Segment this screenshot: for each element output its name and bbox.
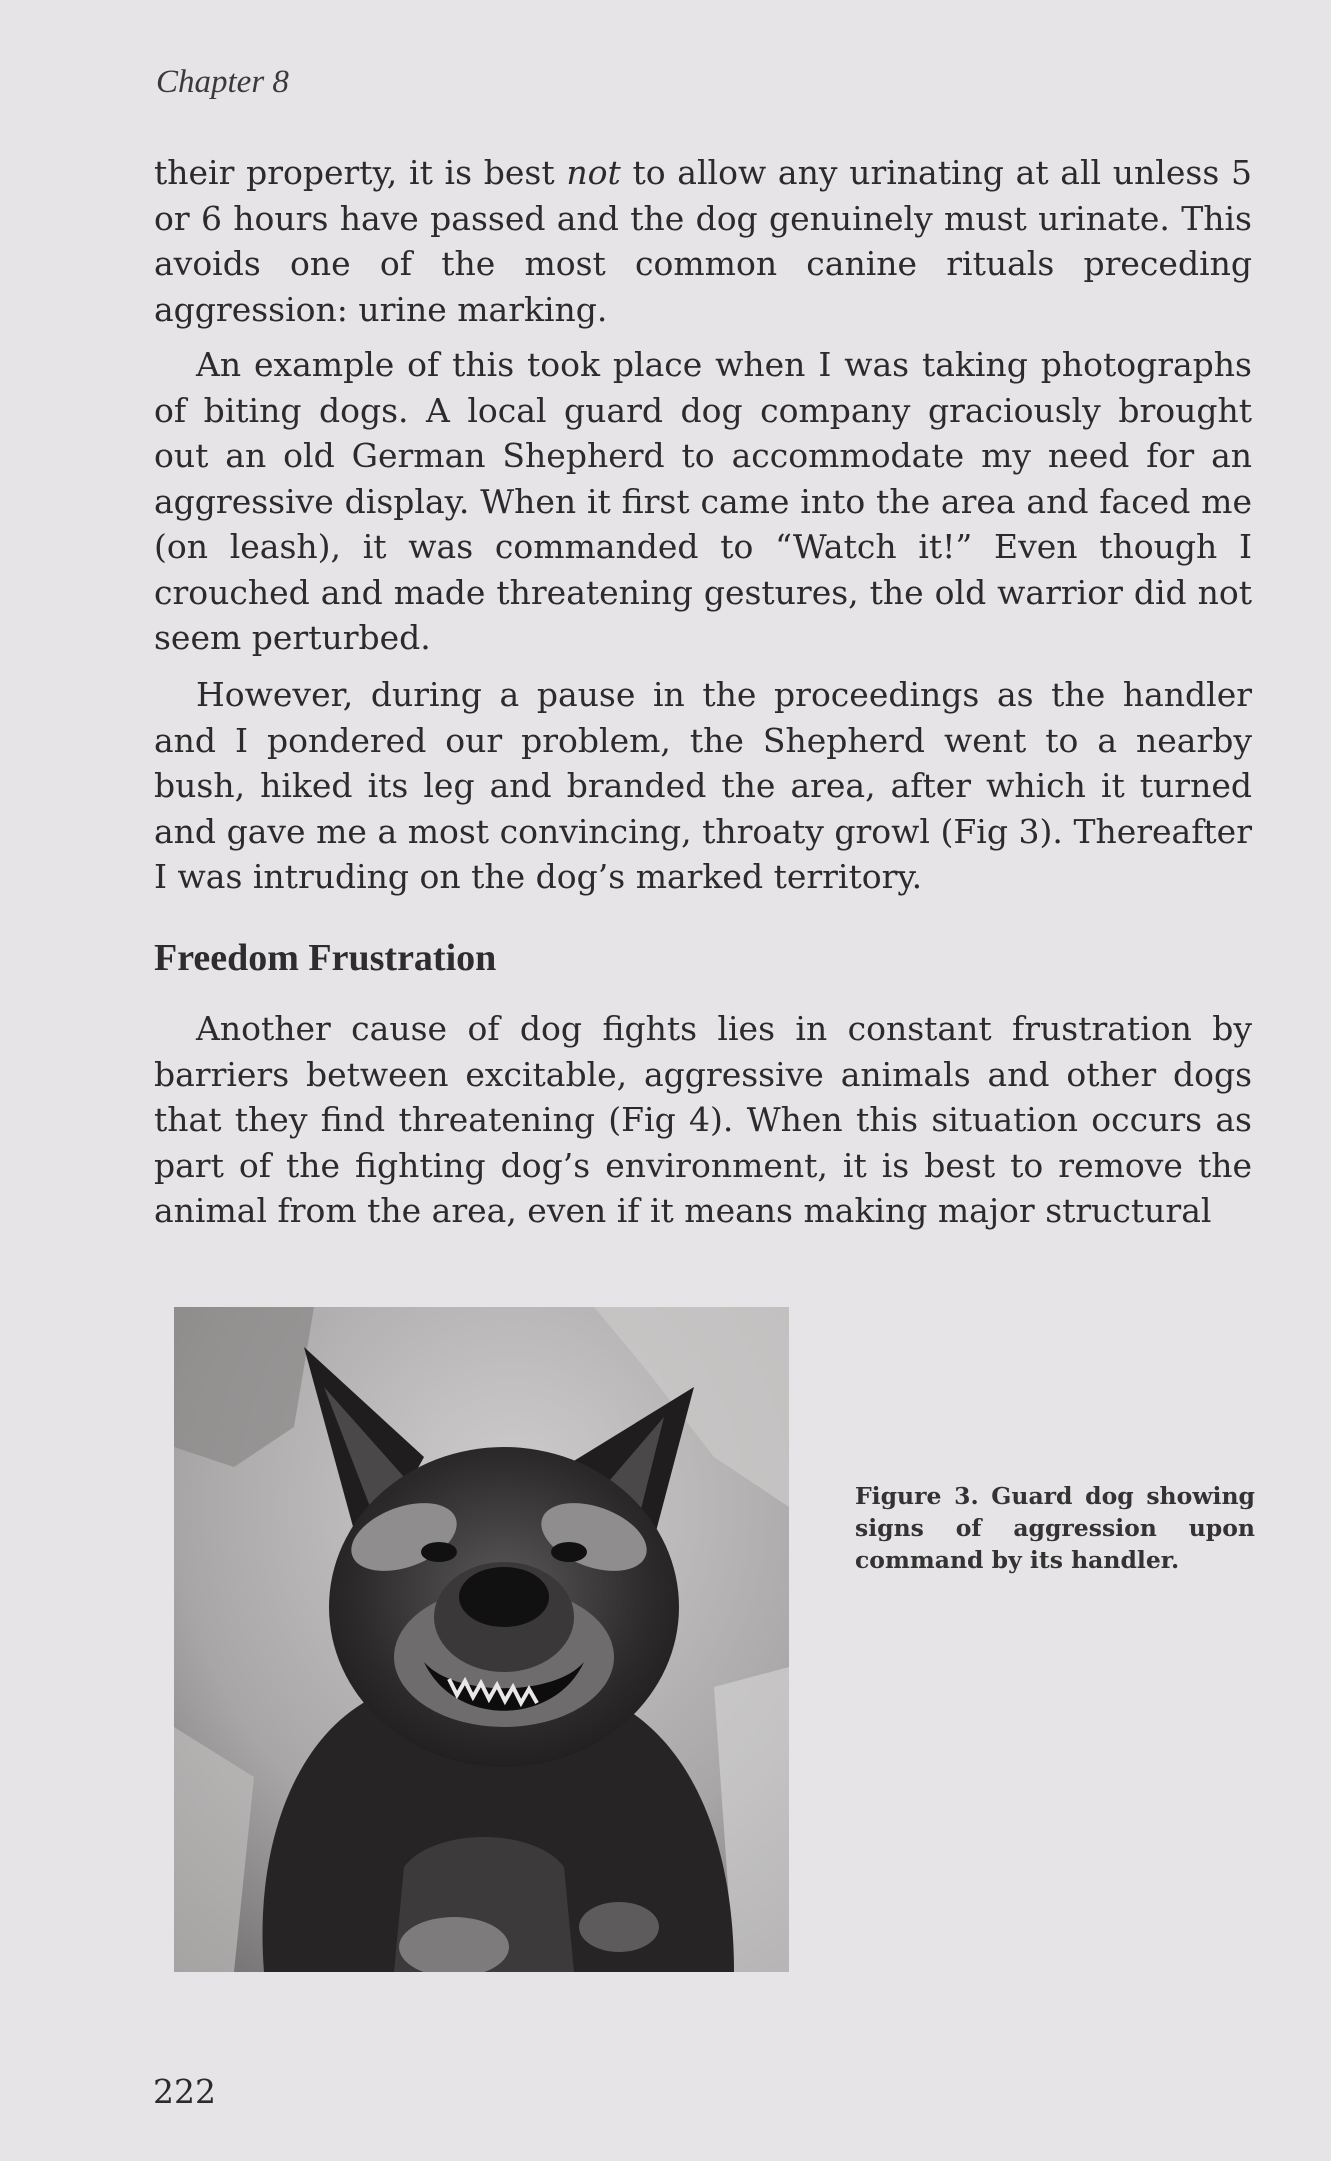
paragraph-1: their property, it is best not to allow any urinating at all unless 5 or 6 hours have passed and the dog genuinely must urinate. This avoids one of the most common canine rituals preceding aggression: urine marking. bbox=[154, 153, 1252, 329]
dog-photo-illustration bbox=[174, 1307, 789, 1972]
paragraph-4: Another cause of dog fights lies in constant frustration by barriers between excitable, aggressive animals and other dogs that they find threatening (Fig 4). When this situation occurs as part of the fighting dog’s environment, it is best to remove the animal from the area, even if it means making major structural bbox=[154, 1009, 1252, 1230]
page-number: 222 bbox=[153, 2072, 216, 2111]
body-text-block-3 bbox=[154, 672, 1252, 911]
body-text-block-1 bbox=[154, 150, 1252, 343]
body-text-block-2 bbox=[154, 342, 1252, 672]
figure-caption: Figure 3. Guard dog showing signs of aggression upon command by its handler. bbox=[855, 1482, 1255, 1574]
figure-3-photo bbox=[174, 1307, 789, 1972]
paragraph-3: However, during a pause in the proceedings as the handler and I pondered our problem, the Shepherd went to a nearby bush, hiked its leg and branded the area, after which it turned and gave me a most convincing, throaty growl (Fig 3). Thereafter I was intruding on the dog’s marked territory. bbox=[154, 675, 1252, 896]
body-text-block-4 bbox=[154, 1006, 1252, 1245]
chapter-header: Chapter 8 bbox=[156, 64, 289, 100]
paragraph-2: An example of this took place when I was taking photographs of biting dogs. A local guard dog company graciously brought out an old German Shepherd to accommodate my need for an aggressive display. When it first came into the area and faced me (on leash), it was commanded to “Watch it!” Even though I crouched and made threatening gestures, the old warrior did not seem perturbed. bbox=[154, 345, 1252, 657]
section-heading: Freedom Frustration bbox=[154, 937, 497, 979]
